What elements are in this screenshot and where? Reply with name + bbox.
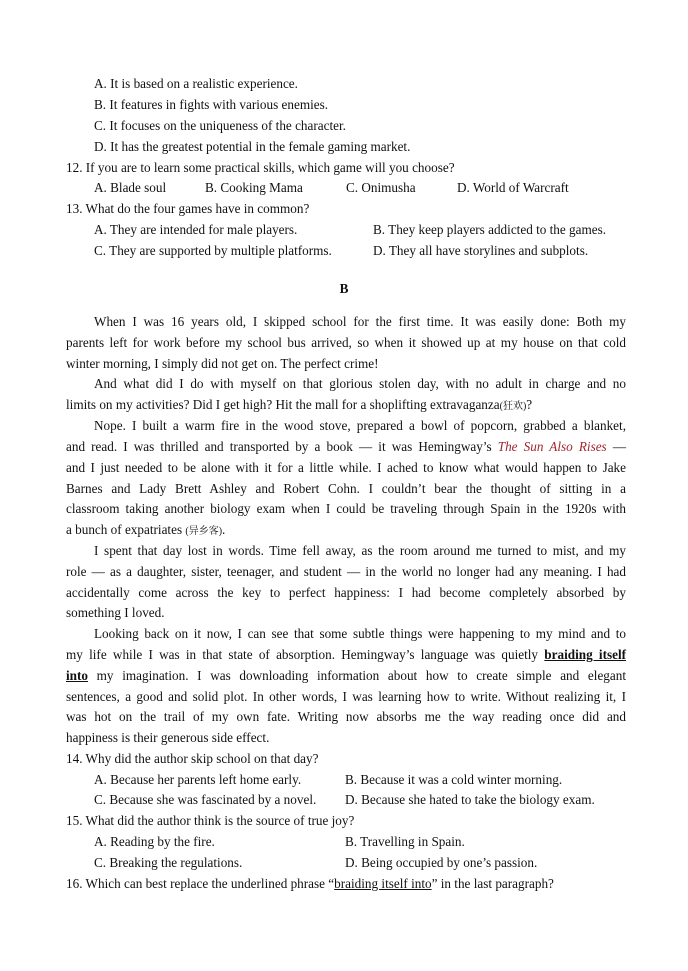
- q13-option-a: A. They are intended for male players.: [94, 222, 298, 237]
- p1-line-1: When I was 16 years old, I skipped school for the first time. It was easily done: Both my: [94, 314, 626, 329]
- p3-line-2-text: and read. I was thrilled and transported by a book — it was Hemingway’s: [66, 439, 492, 454]
- q12-option-a: A. Blade soul: [94, 180, 167, 195]
- q16-stem: [66, 875, 554, 893]
- q14-option-c: C. Because she was fascinated by a novel.: [94, 792, 317, 807]
- p3-line-3: and I just needed to be alone with it for a little while. I ached to know what would happen to Jake: [66, 460, 626, 475]
- p4-line-4: something I loved.: [66, 605, 165, 620]
- underlined-phrase-part-1: braiding itself: [544, 647, 627, 662]
- p4-line-2: role — as a daughter, sister, teenager, and student — in the world no longer had any meaning. I had: [66, 564, 626, 579]
- q11-option-c: C. It focuses on the uniqueness of the character.: [94, 118, 346, 133]
- book-title: The Sun Also Rises: [497, 439, 607, 454]
- q16-stem-end: ” in the last paragraph?: [431, 876, 554, 891]
- p1-line-3: winter morning, I simply did not get on. The perfect crime!: [66, 356, 379, 371]
- p5-line-3: [66, 667, 626, 685]
- q12-stem: 12. If you are to learn some practical skills, which game will you choose?: [66, 160, 455, 175]
- q12-option-c: C. Onimusha: [346, 180, 416, 195]
- p3-line-5: classroom taking another biology exam when I could be traveling through Spain in the 1920s with: [66, 501, 626, 516]
- p5-line-1: Looking back on it now, I can see that some subtle things were happening to my mind and to: [94, 626, 626, 641]
- section-title: B: [339, 281, 349, 296]
- q11-option-d: D. It has the greatest potential in the female gaming market.: [94, 139, 411, 154]
- p5-line-2-text: my life while I was in that state of absorption. Hemingway’s language was quietly: [66, 647, 539, 662]
- q14-option-b: B. Because it was a cold winter morning.: [345, 772, 563, 787]
- underlined-phrase-part-2: into: [66, 668, 88, 683]
- q11-option-a: A. It is based on a realistic experience.: [94, 76, 298, 91]
- p2-gloss: (狂欢): [499, 401, 527, 412]
- q13-option-c: C. They are supported by multiple platforms.: [94, 243, 332, 258]
- q15-option-a: A. Reading by the fire.: [94, 834, 215, 849]
- p3-line-4: Barnes and Lady Brett Ashley and Robert Cohn. I couldn’t bear the thought of sitting in a: [66, 481, 626, 496]
- p3-line-2-dash: —: [612, 439, 627, 454]
- q15-option-b: B. Travelling in Spain.: [345, 834, 465, 849]
- p4-line-3: accidentally come across the key to perfect happiness: I had become completely absorbed by: [66, 585, 626, 600]
- p1-line-2: parents left for work before my school bus arrived, so when it showed up at my house on that cold: [66, 335, 626, 350]
- q14-stem: 14. Why did the author skip school on that day?: [66, 751, 319, 766]
- q11-option-b: B. It features in fights with various enemies.: [94, 97, 329, 112]
- q13-option-d: D. They all have storylines and subplots.: [373, 243, 589, 258]
- q12-option-b: B. Cooking Mama: [205, 180, 303, 195]
- p5-line-3-text: my imagination. I was downloading information about how to create simple and elegant: [96, 668, 627, 683]
- q14-option-d: D. Because she hated to take the biology exam.: [345, 792, 595, 807]
- p3-line-6-end: .: [222, 522, 226, 537]
- p4-line-1: I spent that day lost in words. Time fell away, as the room around me turned to mist, and my: [94, 543, 626, 558]
- p3-line-6: [66, 521, 225, 541]
- q16-stem-start: 16. Which can best replace the underlined phrase “: [66, 876, 335, 891]
- q14-option-a: A. Because her parents left home early.: [94, 772, 302, 787]
- p5-line-5: was hot on the trail of my own fate. Writing now absorbs me the way reading once did and: [66, 709, 626, 724]
- q15-option-d: D. Being occupied by one’s passion.: [345, 855, 538, 870]
- p5-line-6: happiness is their generous side effect.: [66, 730, 270, 745]
- p3-line-1: Nope. I built a warm fire in the wood stove, prepared a bowl of popcorn, grabbed a blanket,: [94, 418, 626, 433]
- q16-underlined-phrase: braiding itself into: [334, 876, 432, 891]
- p2-line-2-end: ?: [526, 397, 533, 412]
- q13-stem: 13. What do the four games have in common?: [66, 201, 310, 216]
- p5-line-2: [66, 646, 626, 664]
- q12-option-d: D. World of Warcraft: [457, 180, 569, 195]
- p2-line-2-text: limits on my activities? Did I get high? Hit the mall for a shoplifting extravaganza: [66, 397, 500, 412]
- p3-gloss: (异乡客): [185, 526, 223, 537]
- q15-stem: 15. What did the author think is the source of true joy?: [66, 813, 355, 828]
- p3-line-2: [66, 438, 626, 456]
- q15-option-c: C. Breaking the regulations.: [94, 855, 243, 870]
- q13-option-b: B. They keep players addicted to the games.: [373, 222, 607, 237]
- p3-line-6-text: a bunch of expatriates: [66, 522, 183, 537]
- p2-line-1: And what did I do with myself on that glorious stolen day, with no adult in charge and no: [94, 376, 626, 391]
- p2-line-2: [66, 396, 532, 416]
- p5-line-4: sentences, a good and solid plot. In other words, I was learning how to write. Without realizing it, I: [66, 689, 626, 704]
